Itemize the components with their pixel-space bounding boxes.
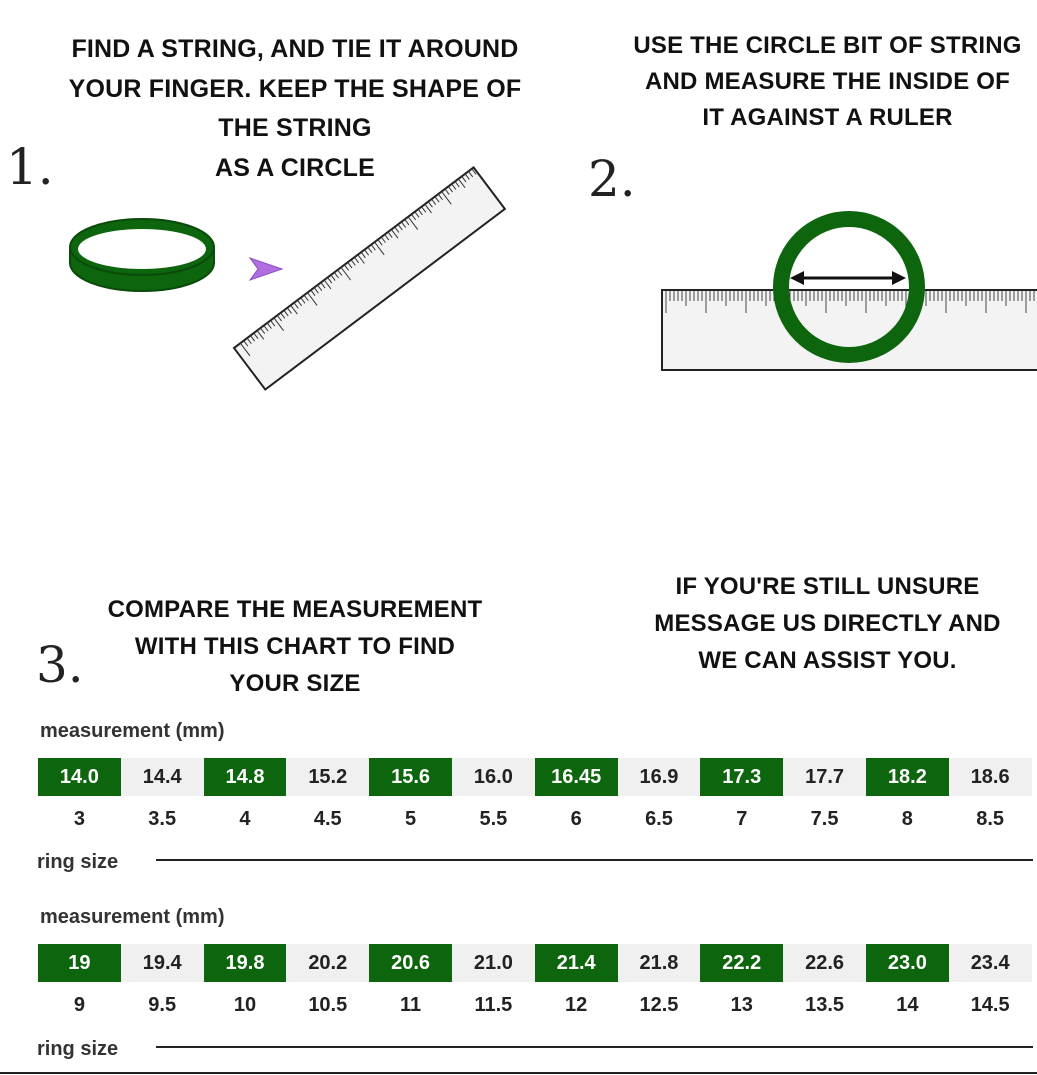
ring-size-cell: 11 [400,993,422,1016]
measurement-cell: 23.0 [866,944,949,982]
ruler-icon [228,188,493,388]
measurement-row [38,758,1032,796]
ring-size-cell: 7.5 [810,807,839,830]
measurement-cell: 16.0 [452,758,535,796]
help-line: IF YOU'RE STILL UNSURE [675,573,980,600]
measurement-cell: 14.0 [38,758,121,796]
ring-size-cell: 6.5 [645,807,673,830]
ring-size-cell: 8 [901,807,913,830]
ring-size-cell: 4 [239,807,251,830]
ring-size-cell: 14.5 [970,993,1010,1016]
help-message [630,568,1025,679]
measurement-cell: 21.4 [535,944,618,982]
measurement-label: measurement (mm) [40,720,225,742]
measurement-cell: 19 [38,944,121,982]
ring-size-cell: 10.5 [308,993,348,1016]
step3-line: COMPARE THE MEASUREMENT [107,596,483,623]
help-line: MESSAGE US DIRECTLY AND [654,610,1001,637]
measurement-cell: 19.4 [121,944,204,982]
measurement-cell: 15.2 [286,758,369,796]
ring-size-cell: 5 [405,807,417,830]
step2-line: AND MEASURE THE INSIDE OF [644,68,1011,95]
ring-size-cell: 10 [233,993,257,1016]
ring-size-label: ring size [37,851,119,873]
measurement-cell: 17.3 [700,758,783,796]
ring-size-cell: 8.5 [976,807,1005,830]
ring-size-cell: 12 [565,993,588,1016]
ring-size-cell: 6 [570,807,582,830]
step1-line: FIND A STRING, AND TIE IT AROUND [71,35,519,63]
measurement-cell: 21.0 [452,944,535,982]
step2-instructions [615,28,1037,136]
step1-line: THE STRING [218,114,372,142]
ring-size-cell: 13.5 [805,993,845,1016]
ring-size-cell: 12.5 [639,993,679,1016]
ring-size-label: ring size [37,1038,119,1060]
divider-line [156,1046,1033,1048]
step2-line: IT AGAINST A RULER [702,104,953,131]
measurement-cell: 15.6 [369,758,452,796]
step-number-1: 1. [6,138,54,196]
step-number-2: 2. [588,150,636,208]
ring-size-cell: 5.5 [479,807,508,830]
ring-size-cell: 11.5 [474,993,513,1016]
measurement-cell: 14.4 [121,758,204,796]
string-ring-icon [60,205,225,305]
bottom-border [0,1072,1037,1074]
measurement-label: measurement (mm) [40,906,225,928]
measurement-cell: 22.6 [783,944,866,982]
step3-line: WITH THIS CHART TO FIND [134,633,456,660]
ring-size-cell: 3.5 [148,807,177,830]
step-number-3: 3. [36,636,84,694]
measurement-cell: 19.8 [204,944,287,982]
step3-line: YOUR SIZE [229,670,361,697]
ruler-measurement-illustration [660,205,1037,375]
divider-line [156,859,1033,861]
ring-size-cell: 7 [736,807,748,830]
measurement-row [38,944,1032,982]
step1-line: AS A CIRCLE [214,153,376,182]
measurement-cell: 20.2 [286,944,369,982]
help-line: WE CAN ASSIST YOU. [698,647,957,674]
ring-size-row [38,800,1032,838]
measurement-cell: 17.7 [783,758,866,796]
measurement-cell: 16.45 [535,758,618,796]
step1-instructions [30,30,560,188]
step1-line: YOUR FINGER. KEEP THE SHAPE OF [68,74,522,103]
measurement-cell: 21.8 [618,944,701,982]
step2-line: USE THE CIRCLE BIT OF STRING [633,32,1022,59]
measurement-cell: 14.8 [204,758,287,796]
measurement-cell: 20.6 [369,944,452,982]
ring-size-cell: 14 [896,993,919,1016]
measurement-cell: 22.2 [700,944,783,982]
measurement-cell: 18.2 [866,758,949,796]
ring-size-cell: 9 [73,993,85,1016]
ring-size-cell: 9.5 [148,993,177,1016]
step3-instructions [80,591,510,702]
measurement-cell: 16.9 [618,758,701,796]
measurement-cell: 18.6 [949,758,1032,796]
ring-size-cell: 3 [73,807,85,830]
ring-size-row [38,986,1032,1024]
measurement-cell: 23.4 [949,944,1032,982]
ring-size-cell: 13 [730,993,753,1016]
ring-size-cell: 4.5 [313,807,342,830]
